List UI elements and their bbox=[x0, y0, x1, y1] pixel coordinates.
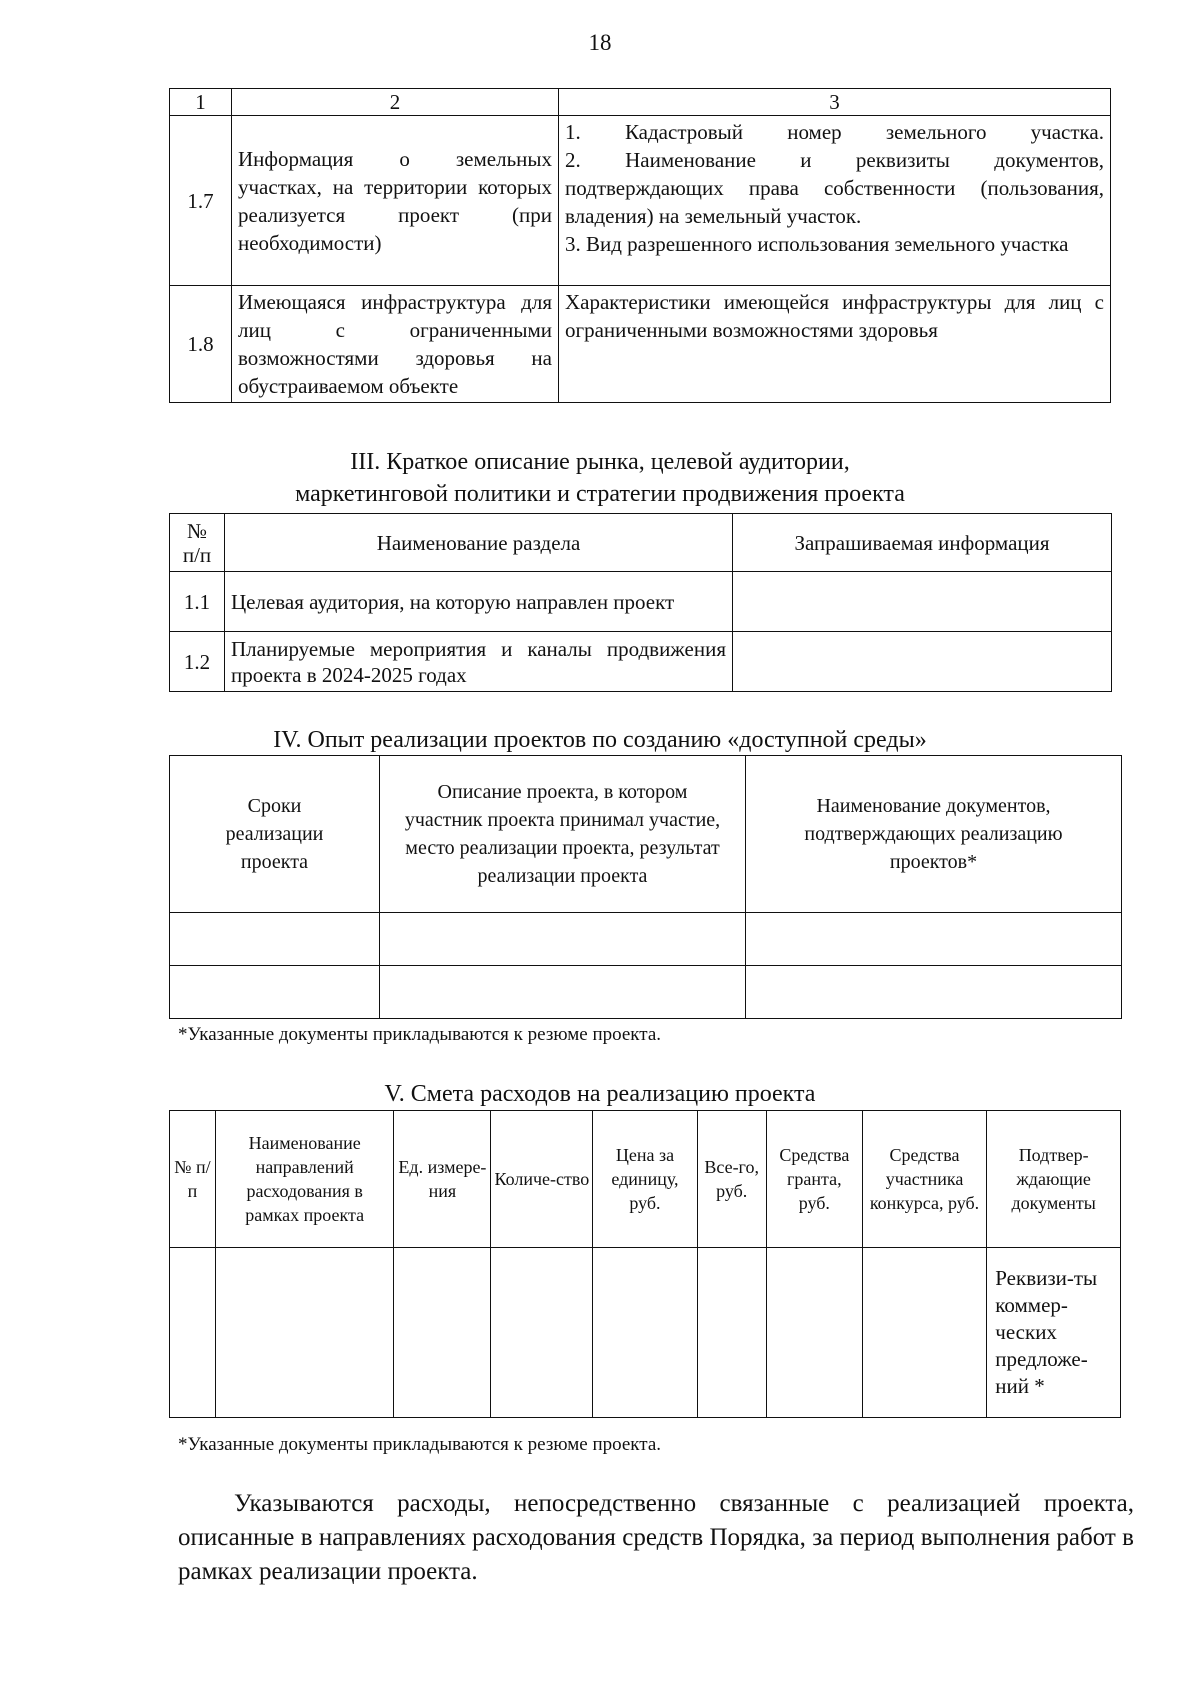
col-header-expense-direction: Наименование направлений расходования в рамках проекта bbox=[215, 1111, 394, 1248]
row-name: Планируемые мероприятия и каналы продвижения проекта в 2024-2025 годах bbox=[225, 632, 733, 692]
col-header-number: № п/п bbox=[170, 514, 225, 572]
section-5-title: V. Смета расходов на реализацию проекта bbox=[384, 1081, 816, 1107]
col-header-total: Все-го, руб. bbox=[697, 1111, 766, 1248]
table-budget bbox=[169, 1110, 1121, 1418]
table-market-description bbox=[169, 513, 1112, 692]
col-header-quantity: Количе-ство bbox=[491, 1111, 593, 1248]
table-project-info bbox=[169, 88, 1111, 403]
section-3-title-line2: маркетинговой политики и стратегии продвижения проекта bbox=[295, 481, 905, 507]
table-row bbox=[170, 1248, 1121, 1418]
row-number: 1.2 bbox=[170, 632, 225, 692]
col-header-participant-funds: Средства участника конкурса, руб. bbox=[862, 1111, 986, 1248]
empty-cell bbox=[746, 913, 1122, 966]
table-header-row bbox=[170, 1111, 1121, 1248]
empty-cell bbox=[491, 1248, 593, 1418]
row-info bbox=[559, 116, 1111, 286]
info-item: 2. Наименование и реквизиты документов, подтверждающих права собственности (пользования, владения) на земельный участок. bbox=[565, 148, 1104, 228]
col-header-grant-funds: Средства гранта, руб. bbox=[766, 1111, 862, 1248]
table-row bbox=[170, 913, 1122, 966]
col-header-terms: Сроки реализации проекта bbox=[170, 756, 380, 913]
col-header-unit: Ед. измере-ния bbox=[394, 1111, 491, 1248]
row-number: 1.1 bbox=[170, 572, 225, 632]
footnote: *Указанные документы прикладываются к резюме проекта. bbox=[178, 1024, 662, 1045]
empty-cell bbox=[380, 913, 746, 966]
row-name: Информация о земельных участках, на территории которых реализуется проект (при необходимости) bbox=[232, 116, 559, 286]
empty-cell bbox=[170, 913, 380, 966]
section-3-title-line1: III. Краткое описание рынка, целевой аудитории, bbox=[350, 449, 850, 475]
empty-cell bbox=[746, 966, 1122, 1019]
page-number: 18 bbox=[588, 30, 612, 55]
col-header-documents: Наименование документов, подтверждающих реализацию проектов* bbox=[746, 756, 1122, 913]
empty-cell bbox=[862, 1248, 986, 1418]
table-header-row bbox=[170, 756, 1122, 913]
table-row bbox=[170, 966, 1122, 1019]
table-experience bbox=[169, 755, 1122, 1019]
col-header-supporting-docs: Подтвер-ждающие документы bbox=[987, 1111, 1121, 1248]
empty-cell bbox=[170, 1248, 216, 1418]
row-info: Характеристики имеющейся инфраструктуры для лиц с ограниченными возможностями здоровья bbox=[559, 286, 1111, 403]
table-row bbox=[170, 632, 1112, 692]
col-header-3: 3 bbox=[559, 89, 1111, 116]
row-name: Имеющаяся инфраструктура для лиц с ограниченными возможностями здоровья на обустраиваемом объекте bbox=[232, 286, 559, 403]
row-info bbox=[733, 572, 1112, 632]
info-item: 3. Вид разрешенного использования земельного участка bbox=[565, 232, 1069, 256]
col-header-2: 2 bbox=[232, 89, 559, 116]
col-header-number: № п/ п bbox=[170, 1111, 216, 1248]
row-number: 1.7 bbox=[170, 116, 232, 286]
table-header-row bbox=[170, 514, 1112, 572]
footnote: *Указанные документы прикладываются к резюме проекта. bbox=[178, 1434, 662, 1455]
info-item: 1. Кадастровый номер земельного участка. bbox=[565, 120, 1104, 144]
row-name: Целевая аудитория, на которую направлен проект bbox=[225, 572, 733, 632]
empty-cell bbox=[170, 966, 380, 1019]
table-row bbox=[170, 572, 1112, 632]
table-row bbox=[170, 286, 1111, 403]
row-info bbox=[733, 632, 1112, 692]
col-header-unit-price: Цена за единицу, руб. bbox=[593, 1111, 697, 1248]
table-row bbox=[170, 116, 1111, 286]
empty-cell bbox=[215, 1248, 394, 1418]
col-header-requested-info: Запрашиваемая информация bbox=[733, 514, 1112, 572]
row-supporting-docs: Реквизи-ты коммер-ческих предложе-ний * bbox=[987, 1248, 1121, 1418]
empty-cell bbox=[380, 966, 746, 1019]
empty-cell bbox=[593, 1248, 697, 1418]
col-header-section-name: Наименование раздела bbox=[225, 514, 733, 572]
empty-cell bbox=[697, 1248, 766, 1418]
col-header-description: Описание проекта, в котором участник проекта принимал участие, место реализации проекта, результат реализации проекта bbox=[380, 756, 746, 913]
col-header-1: 1 bbox=[170, 89, 232, 116]
table-header-row bbox=[170, 89, 1111, 116]
closing-paragraph: Указываются расходы, непосредственно связанные с реализацией проекта, описанные в направлениях расходования средств Порядка, за период выполнения работ в рамках реализации проекта. bbox=[178, 1490, 1134, 1585]
section-4-title: IV. Опыт реализации проектов по созданию «доступной среды» bbox=[273, 727, 927, 753]
empty-cell bbox=[766, 1248, 862, 1418]
empty-cell bbox=[394, 1248, 491, 1418]
row-number: 1.8 bbox=[170, 286, 232, 403]
